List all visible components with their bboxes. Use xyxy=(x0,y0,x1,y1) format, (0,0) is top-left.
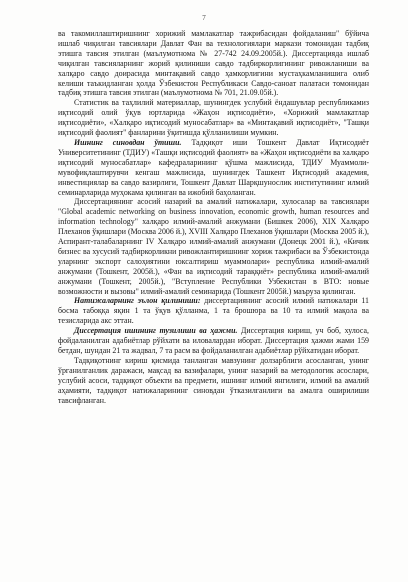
paragraph-heading: Диссертация ишининг тузилиши ва ҳажми. xyxy=(74,326,238,336)
paragraph-text: Диссертациянинг асосий назарий ва амалий натижалари, хулосалар ва тавсиялари "Global academic networking on business innovation, economic growth, human resources and information technology" халқаро илмий-амалий анжумани (Бишкек 2006), XIX Халқаро Плеханов ўқишлари (Москва 2006 й.), XVIII Халқаро Плеханов ўқишлари (Москва 2005 й.), Аспирант-талабаларнинг IV Халқаро илмий-амалий анжумани (Донецк 2001 й.), «Кичик бизнес ва хусусий тадбиркорликни ривожлантиришнинг хориж тажрибаси ва Ўзбекистонда уларнинг экспорт салоҳиятини юксалтириш муаммолари» республика илмий-амалий анжумани (Тошкент, 2005й.), «Фан ва иқтисодий тараққиёт» республика илмий-амалий анжумани (Тошкент, 2005й.), "Вступление Республики Узбекистан в ВТО: новые возможности и вызовы" илмий-амалий семинарида (Тошкент 2005й.) маъруза қилинган. xyxy=(58,197,369,296)
paragraph-text: Диссертация кириш, уч боб, хулоса, фойдаланилган адабиётлар рўйхати ва иловалардан иборат. Диссертация ҳажми жами 159 бетдан, шундан 21 та жадвал, 7 та расм ва фойдаланилган адабиётлар рўйхатидан иборат. xyxy=(58,326,369,355)
paragraph-text: Тадқиқот иши Тошкент Давлат Иқтисодиёт Университетининг (ТДИУ) «Ташқи иқтисодий фаолият» ва «Жаҳон иқтисодиёти ва халқаро иқтисодий муносабатлар» кафедраларининг қўшма мажлисида, ТДИУ Муаммоли-мувофиқлаштирувчи кенгаш мажлисида, шунингдек Ташкент Иқтисодий академия, инвестициялар ва савдо вазирлиги, Тошкент Давлат Шарқшунослик институтининг илмий семинарларида муҳокама қилинган ва ижобий баҳоланган. xyxy=(58,137,370,197)
paragraph-text: Статистик ва таҳлилий материаллар, шунингдек услубий ёндашувлар республикамиз иқтисодий олий ўқув юртларида «Жаҳон иқтисодиёти», «Хорижий мамлакатлар иқтисодиёти», «Халқаро иқтисодий муносабатлар» ва «Минтақавий иқтисодиёт», "Ташқи иқтисодий фаолият" фанларини ўқитишда қўлланилиши мумкин. xyxy=(58,98,369,138)
paragraph-application xyxy=(58,98,369,138)
paragraph-recommendations xyxy=(58,29,369,98)
paragraph-heading: Ишнинг синовдан ўтиши. xyxy=(74,137,182,147)
paragraph-introduction xyxy=(58,356,369,406)
paragraph-structure xyxy=(58,326,369,356)
page-number: 7 xyxy=(202,14,206,22)
document-body xyxy=(58,29,369,405)
paragraph-conferences xyxy=(58,197,369,296)
paragraph-approbation xyxy=(58,138,369,197)
paragraph-text: диссертациянинг асосий илмий натижалари 11 босма табоққа яқин 1 та ўқув қўлланма, 1 та брошюра ва 10 та илмий мақола ва тезисларида акс эттан. xyxy=(58,296,369,326)
paragraph-text: Тадқиқотнинг кириш қисмида танланган мавзунинг долзарблиги асосланган, унинг ўрганилганлик даражаси, мақсад ва вазифалари, унинг назарий ва методологик асослари, услубий асоси, тадқиқот объекти ва предмети, ишнинг илмий янгилиги, илмий ва амалий аҳамияти, тадқиқот натижаларининг синовдан ўтказилганлиги ва амалга оширилиши тавсифланган. xyxy=(58,355,369,405)
paragraph-text: ва такомиллаштиришнинг хорижий мамлакатлар тажрибасидан фойдаланиш" бўйича ишлаб чиқилган тавсиялари Давлат Фан ва технологиялари маркази томонидан тадбиқ этишга тавсия этилган (маълумотнома № 27-742 24.09.2005й.). Диссертацияда ишлаб чиқилган тавсияларнинг жорий қилиниши савдо тадбиркорлигининг ривожланиши ва халқаро савдо доирасида минтақавий савдо ҳамкорлигини мустаҳкамланишига олиб келиши таъкидланган ҳолда Ўзбекистон Республикаси Савдо-саноат палатаси томонидан тадбиқ этишга тавсия этилган (маълумотнома № 701, 21.09.05й.). xyxy=(58,29,369,98)
paragraph-heading: Натижаларнинг эълон қилиниши: xyxy=(74,296,201,306)
paragraph-publications xyxy=(58,296,369,326)
